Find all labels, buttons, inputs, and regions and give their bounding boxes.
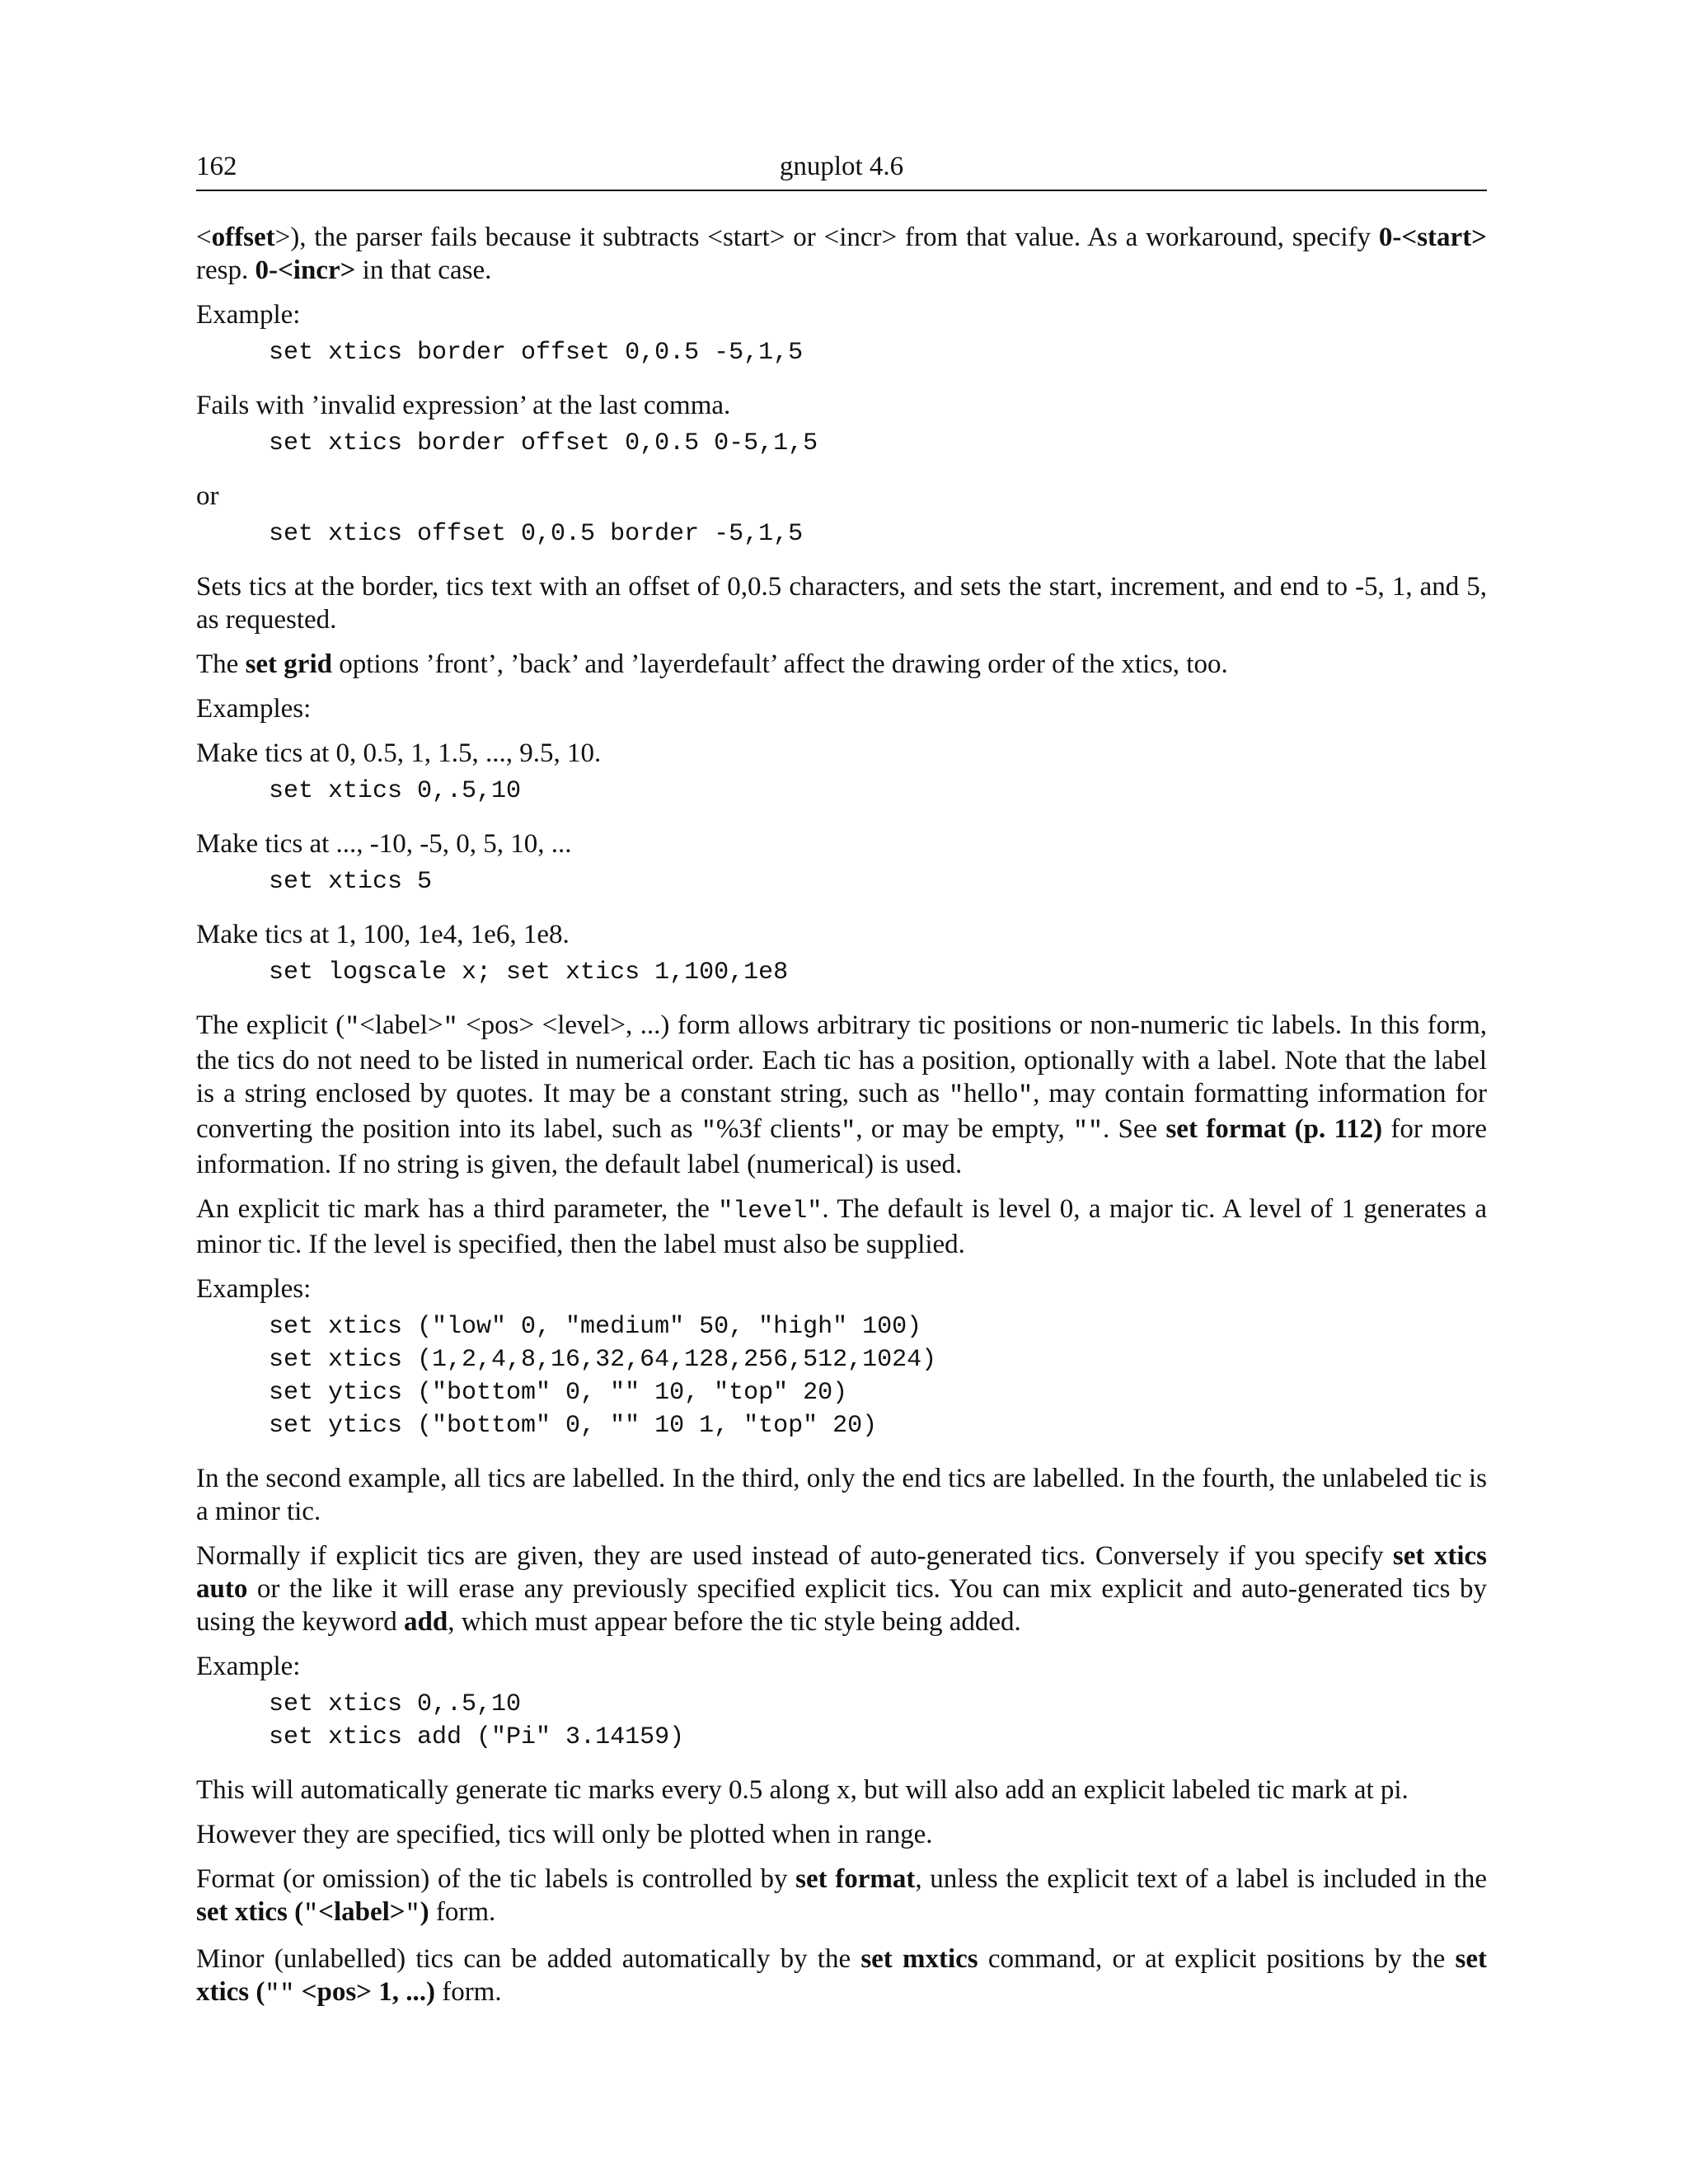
paragraph-sets-tics: Sets tics at the border, tics text with an offset of 0,0.5 characters, and sets the start, increment, and end to -5, 1, and 5, as requested. <box>196 572 1487 635</box>
cross-reference[interactable]: set format (p. 112) <box>1165 1114 1383 1144</box>
code-block: set xtics ("low" 0, "medium" 50, "high" 100) set xtics (1,2,4,8,16,32,64,128,256,512,1024) set ytics ("bottom" 0, "" 10, "top" 20) set ytics ("bottom" 0, "" 10 1, "top" 20) <box>269 1313 937 1440</box>
paragraph-grid: The set grid options ’front’, ’back’ and ’layerdefault’ affect the drawing order of the xtics, too. <box>196 649 1228 679</box>
code-block: set logscale x; set xtics 1,100,1e8 <box>269 958 789 987</box>
code-block: set xtics 5 <box>269 868 433 896</box>
document-page <box>196 150 1487 2022</box>
code-block: set xtics offset 0,0.5 border -5,1,5 <box>269 520 804 548</box>
paragraph-level: An explicit tic mark has a third parameter, the "level". The default is level 0, a major tic. A level of 1 generates a minor tic. If the level is specified, then the label must also be supplied. <box>196 1194 1488 1259</box>
paragraph-or: or <box>196 481 219 511</box>
example-label: Example: <box>196 1652 301 1681</box>
paragraph-format: Format (or omission) of the tic labels is controlled by set format, unless the explicit text of a label is included in the set xtics ("<label>") form. <box>196 1864 1487 1929</box>
paragraph-however: However they are specified, tics will only be plotted when in range. <box>196 1820 933 1849</box>
page-header <box>196 150 1487 191</box>
examples-label: Examples: <box>196 1274 312 1304</box>
paragraph-offset-workaround: <offset>), the parser fails because it subtracts <start> or <incr> from that value. As a workaround, specify 0-<start> resp. 0-<incr> in that case. <box>196 223 1487 285</box>
paragraph-explicit-form: The explicit ("<label>" <pos> <level>, ...) form allows arbitrary tic positions or non-numeric tic labels. In this form, the tics do not need to be listed in numerical order. Each tic has a position, optionally with a label. Note that the label is a string enclosed by quotes. It may be a constant string, such as "hello", may contain formatting information for converting the position into its label, such as "%3f clients", or may be empty, "". See set format (p. 112) for more information. If no string is given, the default label (numerical) is used. <box>196 1010 1487 1179</box>
example-description: Make tics at ..., -10, -5, 0, 5, 10, ... <box>196 829 572 859</box>
code-block: set xtics border offset 0,0.5 -5,1,5 <box>269 339 804 367</box>
code-block: set xtics 0,.5,10 set xtics add ("Pi" 3.14159) <box>269 1690 685 1751</box>
paragraph-second-example: In the second example, all tics are labelled. In the third, only the end tics are labelled. In the fourth, the unlabeled tic is a minor tic. <box>196 1464 1487 1526</box>
example-label: Example: <box>196 300 301 330</box>
paragraph-automatic: This will automatically generate tic marks every 0.5 along x, but will also add an explicit labeled tic mark at pi. <box>196 1775 1409 1805</box>
example-description: Make tics at 1, 100, 1e4, 1e6, 1e8. <box>196 920 570 949</box>
paragraph-normally: Normally if explicit tics are given, they are used instead of auto-generated tics. Conversely if you specify set xtics auto or the like it will erase any previously specified explicit tics. You can mix explicit and auto-generated tics by using the keyword add, which must appear before the tic style being added. <box>196 1541 1487 1637</box>
page-number: 162 <box>196 152 237 181</box>
paragraph-fails: Fails with ’invalid expression’ at the last comma. <box>196 391 731 420</box>
code-block: set xtics 0,.5,10 <box>269 777 522 805</box>
examples-label: Examples: <box>196 694 312 724</box>
example-description: Make tics at 0, 0.5, 1, 1.5, ..., 9.5, 10. <box>196 738 602 768</box>
code-block: set xtics border offset 0,0.5 0-5,1,5 <box>269 429 818 457</box>
running-title: gnuplot 4.6 <box>779 152 904 181</box>
paragraph-minor-tics: Minor (unlabelled) tics can be added automatically by the set mxtics command, or at explicit positions by the set xtics ("" <pos> 1, ...) form. <box>196 1944 1487 2008</box>
